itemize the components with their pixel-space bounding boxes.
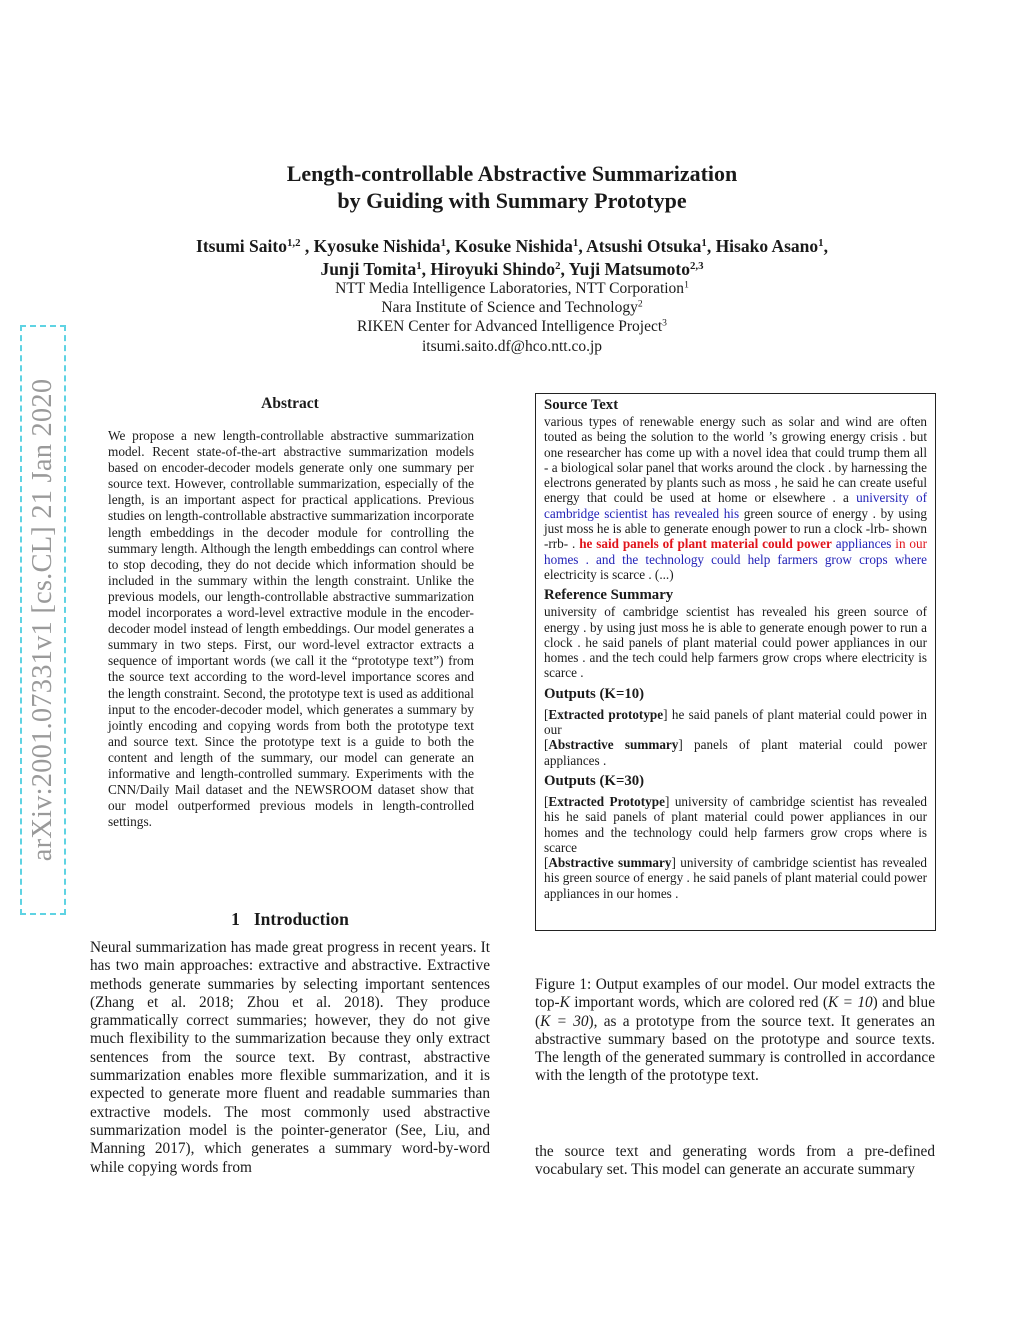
source-span: electricity is scarce . (...) (544, 566, 674, 582)
affiliation-1 (0, 280, 1024, 298)
affiliation-sup: 3 (662, 317, 667, 329)
highlight-blue: appliances (831, 536, 896, 552)
author-sep: , (560, 259, 569, 279)
author-name: Itsumi Saito (196, 236, 287, 256)
k30-abstractive-text: university of cambridge scientist has revealed his green source of energy . he said panels of plant material could power appliances in our homes . (544, 855, 927, 901)
highlight-red: he said panels of plant material could power (579, 536, 832, 552)
author-sep: , (445, 236, 455, 256)
source-span: various types of renewable energy such as solar and wind are often touted as being the solution to the world ’s growing energy crisis . but one researcher has come up with a novel idea that could trump them all - a biological solar panel that works around the clock . by harnessing the electrons generated by plants such as moss , he said he can create useful energy that could be used at home or elsewhere . a (544, 414, 927, 506)
source-text-body (544, 414, 927, 582)
section-heading-introduction (90, 909, 490, 930)
k10-extracted-text: he said panels of plant material could power in our (544, 706, 927, 738)
affiliation-sup: 2 (637, 298, 643, 310)
outputs-k30-heading: Outputs (K=30) (544, 772, 645, 789)
contact-email[interactable]: itsumi.saito.df@hco.ntt.co.jp (421, 338, 603, 355)
source-text-heading: Source Text (544, 397, 619, 413)
k10-abstractive-label: Abstractive summary (548, 737, 679, 753)
outputs-k10-heading: Outputs (K=10) (544, 685, 645, 702)
caption-text: Figure 1: Output examples of our model. Our model extracts the top- (535, 976, 935, 1012)
figure-1-box (535, 393, 936, 931)
author-sep: , (421, 259, 431, 279)
author-line-2 (0, 259, 1024, 280)
right-column-text: the source text and generating words from a pre-defined vocabulary set. This model can generate an accurate summary (535, 1143, 935, 1179)
k10-abstractive-text: panels of plant material could power appliances . (544, 737, 927, 768)
author-name: Hiroyuki Shindo (430, 259, 556, 279)
k30-extracted-text: university of cambridge scientist has revealed his he said panels of plant material could power appliances in our homes and the technology could help farmers grow crops where is scarce (544, 793, 927, 855)
affiliation-name: RIKEN Center for Advanced Intelligence Project (357, 318, 663, 335)
author-sup: 1 (701, 237, 707, 250)
section-number: 1 (231, 909, 240, 929)
paper-title-line-2: by Guiding with Summary Prototype (337, 188, 687, 213)
k30-abstractive-label: Abstractive summary (548, 855, 672, 871)
arxiv-id: arXiv:2001.07331v1 [cs.CL] 21 Jan 2020 (27, 378, 58, 862)
affiliation-3 (0, 318, 1024, 336)
caption-text: ), as a prototype from the source text. It generates an abstractive summary based on the prototype and source texts. The length of the generated summary is controlled in accordance with the length of the prototype text. (535, 1012, 935, 1085)
reference-summary-heading: Reference Summary (544, 587, 674, 604)
author-sup: 1 (440, 237, 446, 250)
author-sup: 2,3 (690, 260, 704, 273)
author-name: Yuji Matsumoto (568, 259, 690, 279)
affiliation-2 (0, 299, 1024, 317)
caption-text: important words, which are colored red ( (569, 994, 828, 1012)
k10-extracted: [Extracted prototype] he said panels of plant material could power in our (544, 706, 927, 738)
caption-text: ) and blue ( (535, 994, 935, 1030)
author-sep: , (300, 236, 314, 256)
author-name: Kosuke Nishida (454, 236, 573, 256)
introduction-text: Neural summarization has made great progress in recent years. It has two main approaches: extractive and abstractive. Extractive methods generate summaries by selecting important sentences (Zhang et al. 2018; Zhou et al. 2018). They produce grammatically correct summaries; however, they do not give much flexibility to the summarization because they only extract sentences from the source text. By contrast, abstractive summarization enables more flexible summarization, and it is expected to generate more fluent and readable summaries than extractive models. The most commonly used abstractive summarization model is the pointer-generator (See, Liu, and Manning 2017), which generates a summary word-by-word while copying words from (90, 939, 490, 1176)
arxiv-stamp (20, 325, 66, 915)
author-name: Atsushi Otsuka (586, 236, 702, 256)
author-sep: , (578, 236, 587, 256)
author-sup: 1 (572, 237, 579, 250)
highlight-blue: university of cambridge scientist has revealed his (544, 490, 927, 521)
highlight-blue: homes . and the technology could help farmers grow crops where (544, 551, 927, 567)
figure-1-caption (535, 976, 935, 1086)
caption-math: K (559, 994, 570, 1012)
k30-abstractive: [Abstractive summary] university of cambridge scientist has revealed his green source of energy . he said panels of plant material could power appliances in our homes . (544, 855, 927, 901)
author-sup: 2 (555, 260, 561, 273)
author-name: Hisako Asano (715, 236, 819, 256)
author-name: Junji Tomita (320, 259, 417, 279)
k30-extracted: [Extracted Prototype] university of cambridge scientist has revealed his he said panels of plant material could power appliances in our homes and the technology could help farmers grow crops where is scarce (544, 793, 927, 855)
author-sep: , (706, 236, 716, 256)
abstract-text: We propose a new length-controllable abstractive summarization model. Recent state-of-the-art abstractive summarization models based on encoder-decoder models generate only one summary per source text. However, controllable summarization, especially of the length, is an important aspect for practical applications. Previous studies on length-controllable abstractive summarization incorporate length embeddings in the decoder module for controlling the summary length. Although the length embeddings can control where to stop decoding, they do not decide which information should be included in the summary within the length constraint. Unlike the previous models, our length-controllable abstractive summarization model incorporates a word-level extractive module in the encoder-decoder model instead of length embeddings. Our model generates a summary in two steps. First, our word-level extractor extracts a sequence of important words (we call it the “prototype text”) from the source text according to the word-level importance scores and the length constraint. Second, the prototype text is used as additional input to the encoder-decoder model, which generates a summary by jointly encoding and copying words from both the prototype text and source text. Since the prototype text is a guide to both the content and length of the summary, our model can generate an informative and length-controlled summary. Experiments with the CNN/Daily Mail dataset and the NEWSROOM dataset show that our model outperformed previous models in length-controlled settings. (108, 428, 474, 830)
k10-extracted-label: Extracted prototype (548, 706, 664, 722)
highlight-red: in our (895, 536, 927, 552)
affiliation-name: Nara Institute of Science and Technology (381, 299, 638, 316)
author-sup: 1 (818, 237, 824, 250)
source-span: green source of energy . by using just moss he is able to generate enough power to run a clock -lrb- shown -rrb- . (544, 505, 927, 552)
section-title: Introduction (253, 909, 349, 929)
caption-math: K = 30 (540, 1012, 589, 1030)
author-name: Kyosuke Nishida (313, 236, 441, 256)
author-sup: 1,2 (286, 237, 301, 250)
author-sup: 1 (416, 260, 422, 273)
author-sep: , (823, 236, 828, 256)
paper-title-line-1: Length-controllable Abstractive Summarization (286, 161, 738, 186)
affiliation-name: NTT Media Intelligence Laboratories, NTT Corporation (335, 280, 685, 297)
reference-summary-body: university of cambridge scientist has revealed his green source of energy . by using just moss he is able to generate enough power to run a clock . he said panels of plant material could power appliances in our homes . and the tech could help farmers grow crops where electricity is scarce . (544, 604, 927, 681)
k10-abstractive: [Abstractive summary] panels of plant material could power appliances . (544, 737, 927, 768)
k30-extracted-label: Extracted Prototype (548, 793, 665, 809)
author-line-1 (0, 236, 1024, 257)
caption-math: K = 10 (828, 994, 873, 1012)
abstract-heading: Abstract (261, 395, 319, 412)
affiliation-sup: 1 (684, 279, 689, 291)
